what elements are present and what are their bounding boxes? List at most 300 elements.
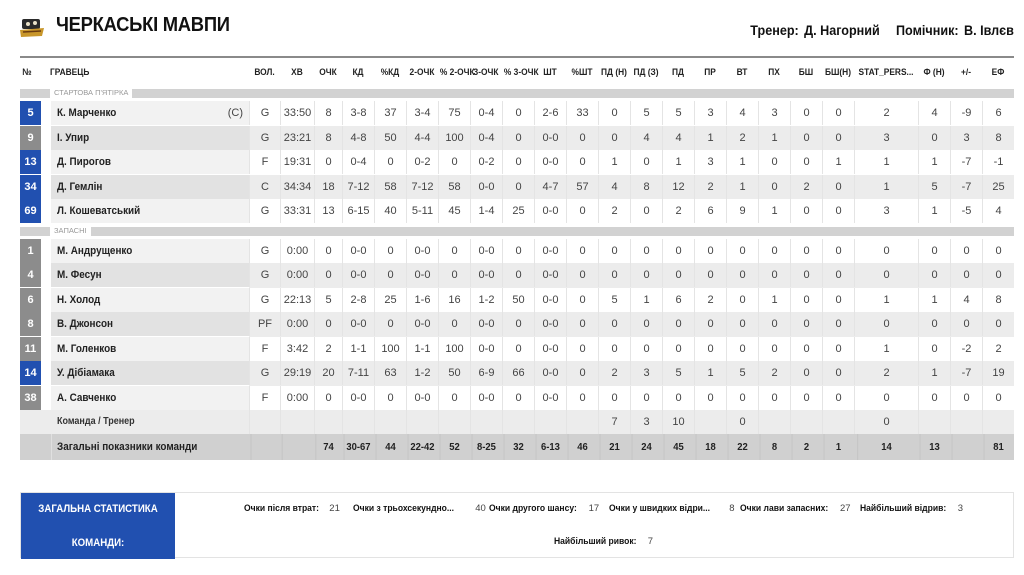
column-header-9[interactable]: 3-ОЧК <box>473 67 499 78</box>
column-header-23[interactable]: +/- <box>960 67 971 78</box>
stat-min: 33:50 <box>280 101 314 125</box>
stat-min: 29:19 <box>280 361 314 385</box>
column-header-6[interactable]: %КД <box>380 67 400 78</box>
section-starters: СТАРТОВА П'ЯТІРКА <box>20 89 1014 98</box>
column-header-24[interactable]: ЕФ <box>991 67 1005 78</box>
stat-pts: 0 <box>314 150 342 174</box>
column-header-17[interactable]: ВТ <box>736 67 748 78</box>
player-row[interactable] <box>20 337 1014 362</box>
team-coach-stat-fg3 <box>470 410 502 434</box>
stat-fg2: 0-2 <box>406 150 438 174</box>
team-coach-stat-eff <box>982 410 1014 434</box>
stat-min: 3:42 <box>280 337 314 361</box>
stat-ast: 0 <box>694 337 726 361</box>
team-coach-stat-blka <box>822 410 854 434</box>
stat-fg: 7-11 <box>342 361 374 385</box>
stat-ftp: 0 <box>566 263 598 287</box>
stat-fg2p: 0 <box>438 239 470 263</box>
stat-fg: 0-4 <box>342 150 374 174</box>
stat-min: 23:21 <box>280 126 314 150</box>
player-name[interactable]: Д. Гемлін <box>57 180 103 193</box>
stat-pts: 0 <box>314 312 342 336</box>
stat-stl: 0 <box>726 337 758 361</box>
stat-blka: 0 <box>822 175 854 199</box>
stat-fgp: 0 <box>374 239 406 263</box>
stat-ft: 0-0 <box>534 150 566 174</box>
stat-vol: G <box>249 263 280 287</box>
player-row[interactable] <box>20 288 1014 313</box>
stat-stl: 0 <box>726 263 758 287</box>
column-header-15[interactable]: ПД <box>672 67 684 78</box>
stat-ft: 0-0 <box>534 312 566 336</box>
bench-group <box>20 239 1014 411</box>
column-header-18[interactable]: ПХ <box>768 67 780 78</box>
stat-min: 34:34 <box>280 175 314 199</box>
stat-dreb: 8 <box>630 175 662 199</box>
stat-dreb: 1 <box>630 288 662 312</box>
stat-pts: 2 <box>314 337 342 361</box>
stat-blk: 0 <box>790 288 822 312</box>
assistant-label: Помічник: <box>896 22 959 38</box>
team-coach-stat-fg2 <box>406 410 438 434</box>
stat-ftp: 33 <box>566 101 598 125</box>
column-header-22[interactable]: Ф (Н) <box>923 67 945 78</box>
stat-fg2: 0-0 <box>406 263 438 287</box>
stat-vol: C <box>249 175 280 199</box>
captain-badge: (C) <box>227 107 243 119</box>
stat-oreb: 4 <box>598 175 630 199</box>
column-header-4[interactable]: ОЧК <box>319 67 337 78</box>
column-header-5[interactable]: КД <box>352 67 364 78</box>
stat-tov: 2 <box>758 361 790 385</box>
stat-fd: 1 <box>918 150 950 174</box>
stat-fg2p: 58 <box>438 175 470 199</box>
stat-vol: F <box>249 150 280 174</box>
stat-second-chance-points: Очки другого шансу: 17 <box>489 503 600 514</box>
stat-reb: 5 <box>662 361 694 385</box>
totals-stat-eff: 81 <box>984 434 1013 460</box>
team-coach-stat-blk <box>790 410 822 434</box>
stat-reb: 5 <box>662 101 694 125</box>
team-coach-label: Команда / Тренер <box>57 416 135 427</box>
stat-reb: 0 <box>662 263 694 287</box>
stat-fg: 0-0 <box>342 312 374 336</box>
stat-dreb: 0 <box>630 199 662 223</box>
stat-blk: 0 <box>790 263 822 287</box>
stat-stat_pers: 3 <box>854 126 918 150</box>
column-header-14[interactable]: ПД (З) <box>633 67 659 78</box>
totals-stat-tov: 8 <box>760 434 789 460</box>
stat-pm: 0 <box>950 239 982 263</box>
column-header-10[interactable]: % 3-ОЧК <box>503 67 539 78</box>
stat-stat_pers: 1 <box>854 288 918 312</box>
stat-pts: 5 <box>314 288 342 312</box>
stat-eff: 0 <box>982 263 1014 287</box>
stat-blk: 0 <box>790 101 822 125</box>
column-header-1[interactable]: ГРАВЕЦЬ <box>50 67 90 78</box>
stat-pts: 18 <box>314 175 342 199</box>
stat-fd: 0 <box>918 337 950 361</box>
team-coach-stat-fgp <box>374 410 406 434</box>
jersey-number: 14 <box>20 361 41 385</box>
stat-vol: F <box>249 386 280 410</box>
stat-reb: 0 <box>662 312 694 336</box>
stat-stat_pers: 2 <box>854 101 918 125</box>
stat-ftp: 0 <box>566 386 598 410</box>
stat-oreb: 0 <box>598 101 630 125</box>
stat-tov: 1 <box>758 126 790 150</box>
totals-stat-fg2p: 52 <box>440 434 469 460</box>
stat-eff: -1 <box>982 150 1014 174</box>
stat-fgp: 100 <box>374 337 406 361</box>
stat-fg: 4-8 <box>342 126 374 150</box>
column-header-20[interactable]: БШ(Н) <box>824 67 852 78</box>
totals-stat-ft: 6-13 <box>536 434 565 460</box>
stat-fg2: 1-1 <box>406 337 438 361</box>
stat-oreb: 0 <box>598 386 630 410</box>
player-name[interactable]: А. Савченко <box>57 391 117 404</box>
jersey-number: 8 <box>20 312 41 336</box>
team-logo-icon <box>19 17 45 39</box>
stat-ft: 0-0 <box>534 239 566 263</box>
stat-blka: 0 <box>822 263 854 287</box>
stat-fg3p: 0 <box>502 263 534 287</box>
stat-min: 0:00 <box>280 239 314 263</box>
totals-stat-min <box>282 434 313 460</box>
player-row[interactable] <box>20 175 1014 200</box>
stat-stl: 0 <box>726 288 758 312</box>
player-name[interactable]: К. Марченко <box>57 107 117 119</box>
totals-stat-fgp: 44 <box>376 434 405 460</box>
stat-fg3p: 50 <box>502 288 534 312</box>
player-name[interactable]: М. Андрущенко <box>57 244 133 257</box>
stat-oreb: 0 <box>598 239 630 263</box>
player-name[interactable]: У. Дібіамака <box>57 367 115 379</box>
stat-stat_pers: 1 <box>854 337 918 361</box>
stat-vol: G <box>249 126 280 150</box>
stat-fg2p: 100 <box>438 337 470 361</box>
stat-blk: 0 <box>790 126 822 150</box>
stat-min: 0:00 <box>280 312 314 336</box>
stat-ast: 2 <box>694 288 726 312</box>
stat-pm: -9 <box>950 101 982 125</box>
jersey-number: 9 <box>20 126 41 150</box>
stat-dreb: 0 <box>630 263 662 287</box>
stat-reb: 4 <box>662 126 694 150</box>
stat-vol: G <box>249 361 280 385</box>
stat-fg: 2-8 <box>342 288 374 312</box>
column-header-0[interactable]: № <box>22 67 32 78</box>
stat-fg3: 6-9 <box>470 361 502 385</box>
stat-fg: 0-0 <box>342 239 374 263</box>
stat-reb: 1 <box>662 150 694 174</box>
stat-points-in-paint: Очки з трьохсекундно... 40 <box>353 503 486 514</box>
stat-tov: 0 <box>758 150 790 174</box>
stat-fg2: 0-0 <box>406 239 438 263</box>
player-row[interactable] <box>20 150 1014 175</box>
stat-ft: 2-6 <box>534 101 566 125</box>
stat-fgp: 0 <box>374 150 406 174</box>
stat-points-off-turnovers: Очки після втрат: 21 <box>244 503 340 514</box>
stat-dreb: 5 <box>630 101 662 125</box>
stat-pm: 4 <box>950 288 982 312</box>
stat-fd: 5 <box>918 175 950 199</box>
stat-fast-break-points: Очки у швидких відри... 8 <box>609 503 735 514</box>
stat-stl: 5 <box>726 361 758 385</box>
stat-ft: 0-0 <box>534 263 566 287</box>
column-header-7[interactable]: 2-ОЧК <box>409 67 435 78</box>
stat-vol: G <box>249 288 280 312</box>
stat-reb: 6 <box>662 288 694 312</box>
stat-ast: 0 <box>694 386 726 410</box>
stat-fg2p: 45 <box>438 199 470 223</box>
stat-blk: 2 <box>790 175 822 199</box>
stat-fgp: 58 <box>374 175 406 199</box>
stat-pts: 8 <box>314 126 342 150</box>
stat-eff: 0 <box>982 239 1014 263</box>
player-name[interactable]: Н. Холод <box>57 293 101 306</box>
stat-fd: 0 <box>918 126 950 150</box>
stat-fd: 0 <box>918 239 950 263</box>
column-header-11[interactable]: ШТ <box>543 67 557 78</box>
stat-tov: 0 <box>758 312 790 336</box>
player-name[interactable]: І. Упир <box>57 131 90 144</box>
stat-fg2p: 0 <box>438 312 470 336</box>
stat-pts: 20 <box>314 361 342 385</box>
stat-fg2p: 100 <box>438 126 470 150</box>
stat-bench-points: Очки лави запасних: 27 <box>740 503 851 514</box>
stat-reb: 0 <box>662 337 694 361</box>
stat-dreb: 0 <box>630 150 662 174</box>
column-header-19[interactable]: БШ <box>798 67 814 78</box>
player-name[interactable]: М. Голенков <box>57 342 117 355</box>
stat-blka: 0 <box>822 361 854 385</box>
team-coach-stat-fg <box>342 410 374 434</box>
stat-fg3p: 0 <box>502 175 534 199</box>
stat-fgp: 40 <box>374 199 406 223</box>
stat-fg3: 0-2 <box>470 150 502 174</box>
column-header-8[interactable]: % 2-ОЧК <box>439 67 475 78</box>
team-coach-stat-pm <box>950 410 982 434</box>
column-header-16[interactable]: ПР <box>704 67 716 78</box>
player-row[interactable] <box>20 386 1014 411</box>
stat-min: 0:00 <box>280 386 314 410</box>
stat-pts: 8 <box>314 101 342 125</box>
player-name[interactable]: В. Джонсон <box>57 318 114 330</box>
stat-eff: 8 <box>982 126 1014 150</box>
stat-stat_pers: 0 <box>854 239 918 263</box>
stat-ftp: 0 <box>566 239 598 263</box>
team-coach-stat-vol <box>249 410 280 434</box>
player-name[interactable]: М. Фесун <box>57 269 102 281</box>
stat-eff: 25 <box>982 175 1014 199</box>
jersey-number: 1 <box>20 239 41 263</box>
team-stats-panel <box>20 492 1014 558</box>
column-header-12[interactable]: %ШТ <box>571 67 593 78</box>
player-row[interactable] <box>20 312 1014 337</box>
stat-ast: 2 <box>694 175 726 199</box>
stat-pm: -7 <box>950 175 982 199</box>
jersey-number: 11 <box>20 337 41 361</box>
totals-stat-fg3: 8-25 <box>472 434 501 460</box>
stat-fg2: 1-6 <box>406 288 438 312</box>
stat-oreb: 0 <box>598 126 630 150</box>
jersey-number: 34 <box>20 175 41 199</box>
table-header <box>20 58 1014 88</box>
stat-eff: 6 <box>982 101 1014 125</box>
team-coach-stat-tov <box>758 410 790 434</box>
stat-blk: 0 <box>790 239 822 263</box>
stat-blka: 0 <box>822 199 854 223</box>
stat-reb: 12 <box>662 175 694 199</box>
stat-stl: 2 <box>726 126 758 150</box>
stat-fg2: 7-12 <box>406 175 438 199</box>
stat-fgp: 50 <box>374 126 406 150</box>
assistant-name: В. Івлєв <box>964 22 1014 38</box>
stat-tov: 0 <box>758 263 790 287</box>
team-coach-stat-reb: 10 <box>662 410 694 434</box>
stat-fg2p: 0 <box>438 263 470 287</box>
stat-fg3p: 0 <box>502 386 534 410</box>
player-row[interactable] <box>20 126 1014 151</box>
column-header-21[interactable]: STAT_PERS... <box>858 67 914 78</box>
stat-reb: 2 <box>662 199 694 223</box>
stat-stl: 1 <box>726 175 758 199</box>
stat-blk: 0 <box>790 337 822 361</box>
stat-fg3: 0-0 <box>470 239 502 263</box>
stat-vol: G <box>249 101 280 125</box>
team-coach-stat-dreb: 3 <box>630 410 662 434</box>
stat-fg3: 0-0 <box>470 263 502 287</box>
stat-ftp: 0 <box>566 361 598 385</box>
stat-fg3: 0-0 <box>470 386 502 410</box>
stat-stat_pers: 1 <box>854 175 918 199</box>
stat-vol: G <box>249 239 280 263</box>
stat-reb: 0 <box>662 386 694 410</box>
stat-dreb: 0 <box>630 312 662 336</box>
stat-oreb: 2 <box>598 361 630 385</box>
stat-pts: 0 <box>314 239 342 263</box>
stat-blk: 0 <box>790 386 822 410</box>
player-row[interactable] <box>20 239 1014 264</box>
stat-eff: 4 <box>982 199 1014 223</box>
player-name[interactable]: Д. Пирогов <box>57 156 111 168</box>
team-coach-stat-oreb: 7 <box>598 410 630 434</box>
stat-fd: 0 <box>918 386 950 410</box>
jersey-number: 69 <box>20 199 41 223</box>
stat-fd: 1 <box>918 199 950 223</box>
stat-fg3p: 0 <box>502 239 534 263</box>
stat-fg: 0-0 <box>342 263 374 287</box>
header <box>0 0 1024 56</box>
player-row[interactable] <box>20 263 1014 288</box>
column-header-2[interactable]: ВОЛ. <box>254 67 275 78</box>
stat-eff: 0 <box>982 386 1014 410</box>
stat-fg: 1-1 <box>342 337 374 361</box>
stat-stat_pers: 1 <box>854 150 918 174</box>
stat-stl: 0 <box>726 239 758 263</box>
totals-stat-ftp: 46 <box>568 434 597 460</box>
totals-stat-blk: 2 <box>792 434 821 460</box>
player-row[interactable] <box>20 101 1014 126</box>
team-coach-stat-ft <box>534 410 566 434</box>
stat-dreb: 3 <box>630 361 662 385</box>
stat-fg2: 5-11 <box>406 199 438 223</box>
stat-fd: 1 <box>918 361 950 385</box>
stat-pts: 0 <box>314 263 342 287</box>
jersey-number: 4 <box>20 263 41 287</box>
section-bench: ЗАПАСНІ <box>20 227 1014 236</box>
stat-dreb: 4 <box>630 126 662 150</box>
stat-fg: 3-8 <box>342 101 374 125</box>
stat-stat_pers: 2 <box>854 361 918 385</box>
stat-fg3p: 0 <box>502 126 534 150</box>
stat-reb: 0 <box>662 239 694 263</box>
stat-eff: 0 <box>982 312 1014 336</box>
totals-stat-oreb: 21 <box>600 434 629 460</box>
stat-stl: 9 <box>726 199 758 223</box>
stat-fg2p: 0 <box>438 150 470 174</box>
stat-fg3: 1-2 <box>470 288 502 312</box>
stat-stat_pers: 0 <box>854 386 918 410</box>
team-coach-stat-stl: 0 <box>726 410 758 434</box>
player-name[interactable]: Л. Кошеватський <box>57 205 141 217</box>
stat-fg2p: 50 <box>438 361 470 385</box>
team-coach-stat-fg3p <box>502 410 534 434</box>
stat-eff: 2 <box>982 337 1014 361</box>
coach-name: Д. Нагорний <box>804 22 880 38</box>
stat-fg2: 0-0 <box>406 386 438 410</box>
stat-ast: 0 <box>694 239 726 263</box>
stat-ft: 0-0 <box>534 361 566 385</box>
stat-fg3p: 0 <box>502 101 534 125</box>
stat-oreb: 0 <box>598 263 630 287</box>
stat-fg2: 1-2 <box>406 361 438 385</box>
stat-fg3p: 0 <box>502 337 534 361</box>
jersey-number: 38 <box>20 386 41 410</box>
stat-ftp: 0 <box>566 312 598 336</box>
totals-stat-pm <box>952 434 981 460</box>
stat-fg3p: 66 <box>502 361 534 385</box>
stat-ftp: 57 <box>566 175 598 199</box>
column-header-3[interactable]: ХВ <box>291 67 303 78</box>
stat-blka: 0 <box>822 337 854 361</box>
totals-stat-stl: 22 <box>728 434 757 460</box>
stat-fd: 0 <box>918 312 950 336</box>
stat-blk: 0 <box>790 312 822 336</box>
stat-fg2p: 0 <box>438 386 470 410</box>
stat-stat_pers: 3 <box>854 199 918 223</box>
stat-ast: 3 <box>694 101 726 125</box>
stat-pts: 13 <box>314 199 342 223</box>
player-row[interactable] <box>20 199 1014 224</box>
stat-tov: 1 <box>758 199 790 223</box>
stat-fgp: 0 <box>374 386 406 410</box>
column-header-13[interactable]: ПД (Н) <box>601 67 627 78</box>
coaches-info <box>750 22 1014 38</box>
stat-tov: 0 <box>758 337 790 361</box>
stat-stat_pers: 0 <box>854 312 918 336</box>
stat-fg3: 0-0 <box>470 312 502 336</box>
stat-vol: G <box>249 199 280 223</box>
stat-ftp: 0 <box>566 150 598 174</box>
stat-pm: 3 <box>950 126 982 150</box>
stat-oreb: 2 <box>598 199 630 223</box>
stat-fgp: 63 <box>374 361 406 385</box>
stat-blk: 0 <box>790 361 822 385</box>
player-row[interactable] <box>20 361 1014 386</box>
stat-blka: 1 <box>822 150 854 174</box>
